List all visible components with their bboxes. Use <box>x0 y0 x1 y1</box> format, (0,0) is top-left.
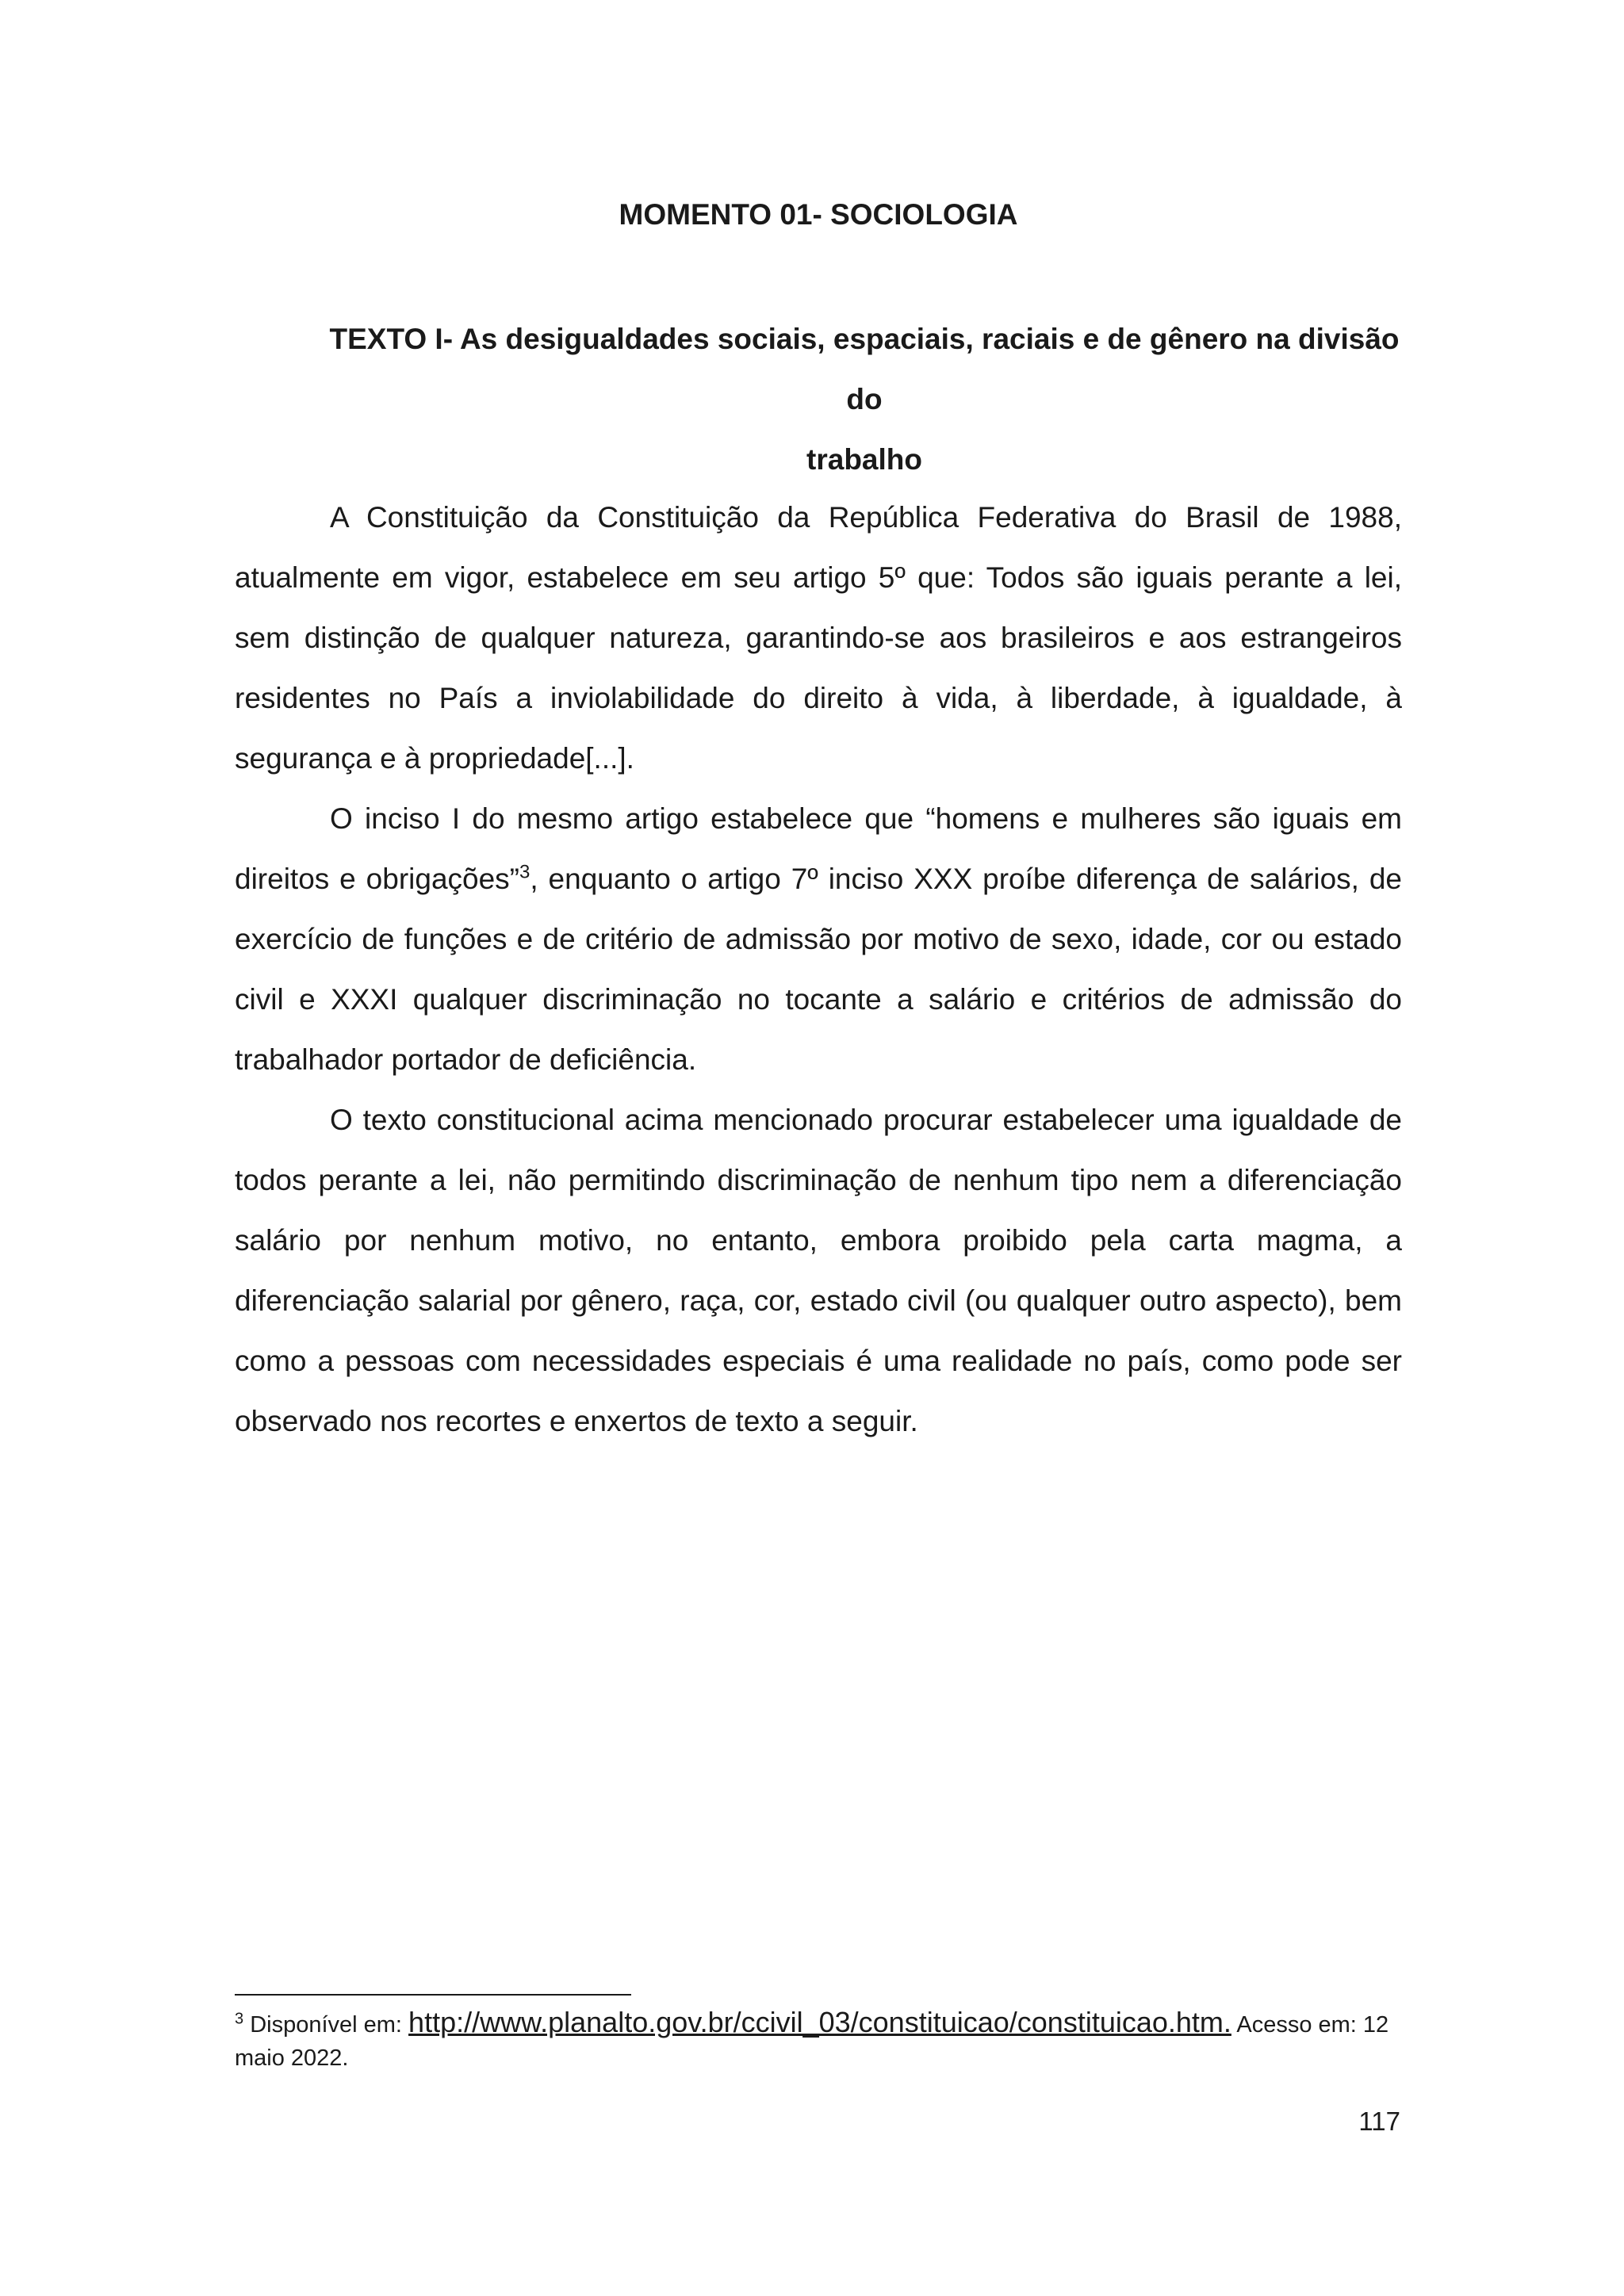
paragraph-2-text-b: , enquanto o artigo 7º inciso XXX proíbe diferença de salários, de exercício de funções e de critério de admissão por motivo de sexo, idade, cor ou estado civil e XXXI qualquer discriminação no tocante a salário e critérios de admissão do trabalhador portador de deficiência. <box>235 863 1402 1076</box>
section-title: MOMENTO 01- SOCIOLOGIA <box>619 198 1018 231</box>
footnote-suffix: Acesso em: 12 maio 2022. <box>235 2012 1389 2071</box>
page-number: 117 <box>1358 2107 1400 2136</box>
body-text <box>235 488 1402 1452</box>
footnote <box>235 2006 1402 2075</box>
paragraph-2-text-a: O inciso I do mesmo artigo estabelece que “homens e mulheres são iguais em direitos e obrigações” <box>235 802 1402 895</box>
footnote-prefix: Disponível em: <box>250 2012 409 2038</box>
text-title-line-2: trabalho <box>806 443 922 476</box>
text-title <box>317 309 1411 490</box>
paragraph-3: O texto constitucional acima mencionado procurar estabelecer uma igualdade de todos perante a lei, não permitindo discriminação de nenhum tipo nem a diferenciação salário por nenhum motivo, no entanto, embora proibido pela carta magma, a diferenciação salarial por gênero, raça, cor, estado civil (ou qualquer outro aspecto), bem como a pessoas com necessidades especiais é uma realidade no país, como pode ser observado nos recortes e enxertos de texto a seguir. <box>235 1104 1402 1437</box>
footnote-reference[interactable]: 3 <box>519 861 530 883</box>
text-title-line-1: TEXTO I- As desigualdades sociais, espaciais, raciais e de gênero na divisão do <box>329 323 1400 415</box>
footnote-number: 3 <box>235 2010 244 2028</box>
footnote-link[interactable]: http://www.planalto.gov.br/ccivil_03/constituicao/constituicao.htm. <box>408 2006 1231 2038</box>
paragraph-2 <box>235 789 1402 1090</box>
footnote-separator <box>235 1994 631 1996</box>
paragraph-1: A Constituição da Constituição da República Federativa do Brasil de 1988, atualmente em vigor, estabelece em seu artigo 5º que: Todos são iguais perante a lei, sem distinção de qualquer natureza, garantindo-se aos brasileiros e aos estrangeiros residentes no País a inviolabilidade do direito à vida, à liberdade, à igualdade, à segurança e à propriedade[...]. <box>235 501 1402 775</box>
